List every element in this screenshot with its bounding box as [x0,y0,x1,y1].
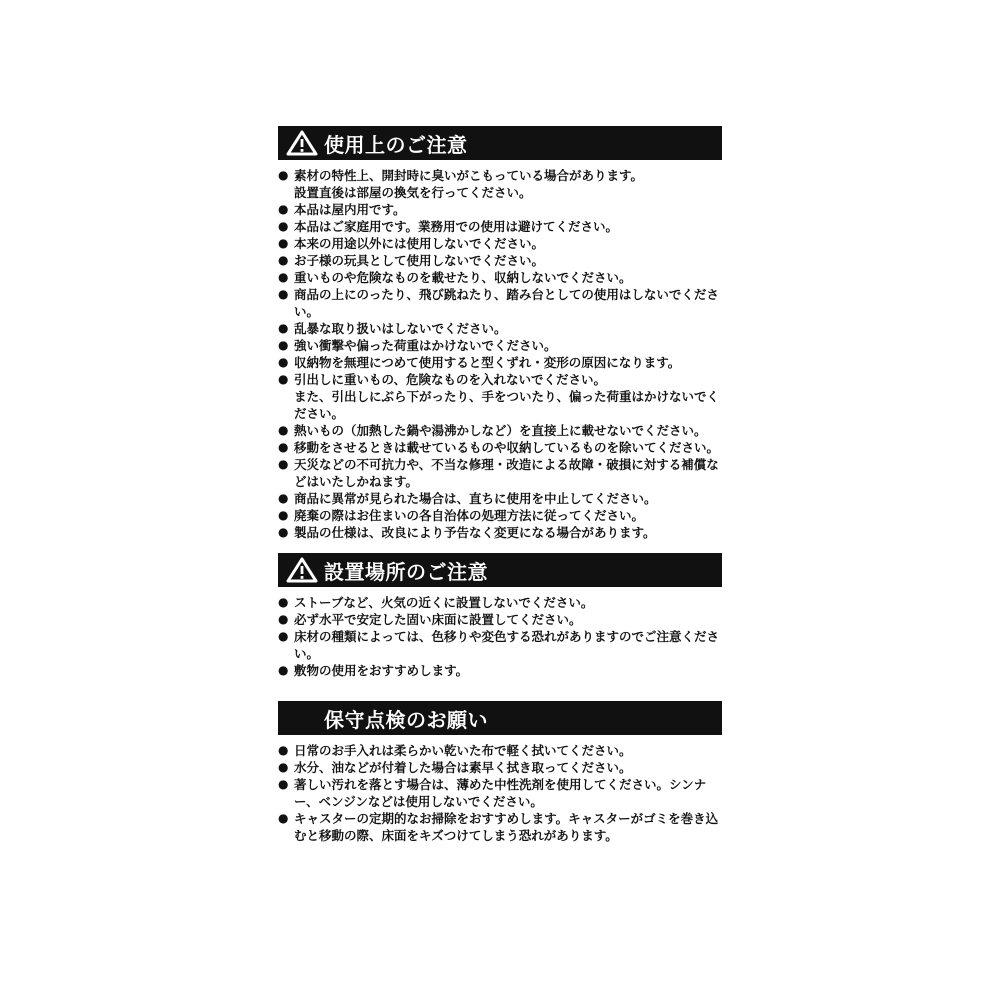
warning-icon [286,130,318,156]
list-item: ● 収納物を無理につめて使用すると型くずれ・変形の原因になります。 [278,354,722,371]
usage-notes-list [278,167,722,541]
list-item: ● お子様の玩具として使用しないでください。 [278,252,722,269]
list-item: ● 移動をさせるときは載せているものや収納しているものを除いてください。 [278,439,722,456]
care-instructions-sheet [278,126,722,844]
section-title: 使用上のご注意 [324,132,468,157]
list-item: ● 本来の用途以外には使用しないでください。 [278,235,722,252]
section-header-maintenance [278,701,722,735]
list-item: ● 床材の種類によっては、色移りや変色する恐れがありますのでご注意ください。 [278,628,722,662]
maintenance-notes-list [278,742,722,844]
list-item: ● 商品に異常が見られた場合は、直ちに使用を中止してください。 [278,490,722,507]
list-item: ● 敷物の使用をおすすめします。 [278,662,722,679]
list-item: ● 著しい汚れを落とす場合は、薄めた中性洗剤を使用してください。シンナー、ベンジンなどは使用しないでください。 [278,776,722,810]
section-header-installation [278,553,722,587]
list-item: ● 日常のお手入れは柔らかい乾いた布で軽く拭いてください。 [278,742,722,759]
list-item: ● 水分、油などが付着した場合は素早く拭き取ってください。 [278,759,722,776]
list-item: ● 乱暴な取り扱いはしないでください。 [278,320,722,337]
list-item: ● ストーブなど、火気の近くに設置しないでください。 [278,594,722,611]
list-item: ● 商品の上にのったり、飛び跳ねたり、踏み台としての使用はしないでください。 [278,286,722,320]
list-item: ● 必ず水平で安定した固い床面に設置してください。 [278,611,722,628]
section-title: 保守点検のお願い [324,707,488,732]
section-header-usage [278,126,722,160]
list-item: ● 強い衝撃や偏った荷重はかけないでください。 [278,337,722,354]
list-item: ● キャスターの定期的なお掃除をおすすめします。キャスターがゴミを巻き込むと移動の際、床面をキズつけてしまう恐れがあります。 [278,810,722,844]
list-item: ● 引出しに重いもの、危険なものを入れないでください。 また、引出しにぶら下がったり、手をついたり、偏った荷重はかけないでください。 [278,371,722,422]
list-item: ● 素材の特性上、開封時に臭いがこもっている場合があります。 設置直後は部屋の換気を行ってください。 [278,167,722,201]
list-item: ● 熱いもの（加熱した鍋や湯沸かしなど）を直接上に載せないでください。 [278,422,722,439]
installation-notes-list [278,594,722,679]
list-item: ● 天災などの不可抗力や、不当な修理・改造による故障・破損に対する補償などはいたしかねます。 [278,456,722,490]
section-title: 設置場所のご注意 [324,559,488,584]
list-item: ● 廃棄の際はお住まいの各自治体の処理方法に従ってください。 [278,507,722,524]
list-item: ● 本品はご家庭用です。業務用での使用は避けてください。 [278,218,722,235]
warning-icon [286,557,318,583]
list-item: ● 製品の仕様は、改良により予告なく変更になる場合があります。 [278,524,722,541]
list-item: ● 本品は屋内用です。 [278,201,722,218]
list-item: ● 重いものや危険なものを載せたり、収納しないでください。 [278,269,722,286]
